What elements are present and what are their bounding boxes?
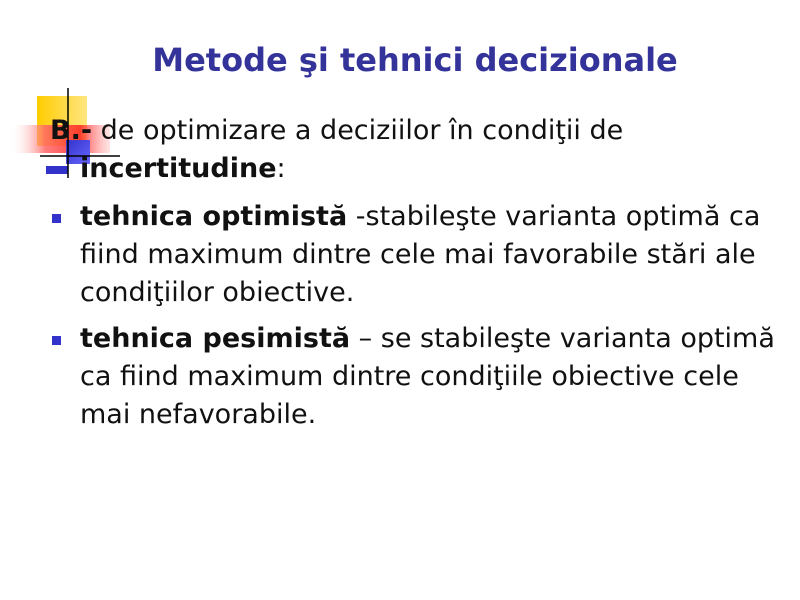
intro-continuation: [50, 150, 790, 188]
bullet-term: tehnica pesimistă: [80, 323, 351, 354]
square-bullet-icon: [52, 214, 61, 223]
slide-content: [50, 112, 790, 442]
intro-text: de optimizare a deciziilor în condiţii de: [92, 115, 624, 146]
intro-paragraph: [50, 112, 790, 188]
bullet-text: – se stabileşte varianta optimă ca fiind maximum dintre condiţiile obiective cele mai nefavorabile.: [80, 323, 775, 430]
square-bullet-icon: [52, 336, 61, 345]
bullet-item-pessimistic: [50, 320, 790, 434]
intro-label: B.-: [50, 115, 93, 146]
intro-colon: :: [276, 153, 286, 184]
slide-title: Metode şi tehnici decizionale: [152, 41, 678, 79]
bullet-text: -stabileşte varianta optimă ca fiind maximum dintre cele mai favorabile stări ale condiţiilor obiective.: [80, 201, 761, 308]
bullet-term: tehnica optimistă: [80, 201, 348, 232]
bullet-item-optimistic: [50, 198, 790, 312]
intro-bold-term: incertitudine: [80, 153, 277, 184]
